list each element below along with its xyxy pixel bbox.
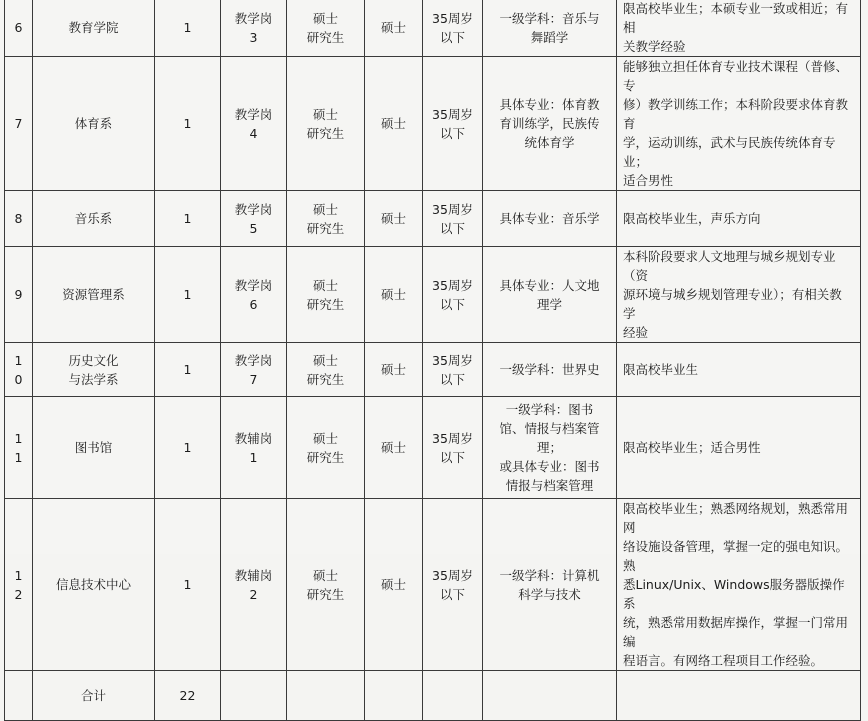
- department-cell: [33, 343, 155, 397]
- row-number-cell: [5, 343, 33, 397]
- age-limit-line: 35周岁: [432, 352, 473, 368]
- age-limit-line: 以下: [439, 586, 465, 602]
- education-line: 研究生: [306, 125, 345, 141]
- requirements-line: 统，熟悉常用数据库操作，掌握一门常用编: [623, 615, 849, 649]
- degree-cell: 硕士: [365, 0, 423, 57]
- education-line: 硕士: [312, 430, 338, 446]
- post-code-line: 2: [249, 586, 258, 602]
- headcount-cell: 1: [155, 57, 221, 191]
- major-line: 理学: [536, 296, 562, 312]
- department-line: 图书馆: [74, 440, 113, 455]
- major-line: 具体专业：体育教: [499, 97, 600, 112]
- department-cell: [33, 247, 155, 343]
- major-cell: [483, 671, 617, 721]
- table-row: [5, 499, 861, 671]
- headcount-cell: 1: [155, 0, 221, 57]
- row-number-line: 9: [14, 287, 23, 302]
- age-limit-cell: [423, 57, 483, 191]
- department-cell: [33, 397, 155, 499]
- post-code-line: 教学岗: [234, 10, 273, 26]
- requirements-cell: [617, 671, 861, 721]
- requirements-line: 限高校毕业生；适合男性: [623, 440, 761, 455]
- total-row: [5, 671, 861, 721]
- education-line: 硕士: [312, 277, 338, 293]
- recruitment-table: [4, 0, 861, 721]
- requirements-line: 限高校毕业生；熟悉网络规划，熟悉常用网: [623, 501, 849, 535]
- degree-cell: 硕士: [365, 57, 423, 191]
- age-limit-line: 以下: [439, 371, 465, 387]
- department-cell: [33, 499, 155, 671]
- requirements-line: 能够独立担任体育专业技术课程（普修、专: [623, 59, 849, 93]
- education-cell: [287, 0, 365, 57]
- major-line: 理；: [536, 440, 562, 455]
- row-number-cell: [5, 247, 33, 343]
- post-code-line: 6: [249, 296, 258, 312]
- department-line: 教育学院: [68, 20, 119, 35]
- post-code-cell: [221, 499, 287, 671]
- total-label-cell: 合计: [33, 671, 155, 721]
- education-cell: [287, 671, 365, 721]
- major-line: 舞蹈学: [530, 29, 569, 45]
- department-cell: [33, 0, 155, 57]
- row-number-line: 1: [14, 352, 23, 368]
- education-line: 硕士: [312, 201, 338, 217]
- age-limit-line: 35周岁: [432, 567, 473, 583]
- major-cell: [483, 499, 617, 671]
- education-line: 研究生: [306, 220, 345, 236]
- major-cell: [483, 191, 617, 247]
- headcount-cell: 1: [155, 397, 221, 499]
- row-number-line: 8: [14, 211, 23, 226]
- post-code-line: 教辅岗: [234, 430, 273, 446]
- row-number-line: 1: [14, 449, 23, 465]
- requirements-line: 源环境与城乡规划管理专业）；有相关教学: [623, 287, 842, 321]
- table-row: [5, 397, 861, 499]
- total-count-cell: 22: [155, 671, 221, 721]
- table-row: [5, 343, 861, 397]
- post-code-line: 3: [249, 29, 258, 45]
- department-line: 历史文化: [68, 352, 119, 368]
- degree-cell: 硕士: [365, 499, 423, 671]
- requirements-line: 程语言。有网络工程项目工作经验。: [623, 653, 824, 668]
- requirements-line: 适合男性: [623, 173, 674, 188]
- post-code-line: 7: [249, 371, 258, 387]
- age-limit-line: 35周岁: [432, 106, 473, 122]
- major-line: 或具体专业：图书: [499, 459, 600, 474]
- age-limit-cell: [423, 397, 483, 499]
- degree-cell: [365, 671, 423, 721]
- requirements-cell: [617, 343, 861, 397]
- post-code-line: 1: [249, 449, 258, 465]
- major-cell: [483, 397, 617, 499]
- post-code-line: 教学岗: [234, 352, 273, 368]
- education-cell: [287, 397, 365, 499]
- requirements-line: 限高校毕业生: [623, 362, 699, 377]
- requirements-line: 经验: [623, 325, 649, 340]
- row-number-line: 0: [14, 371, 23, 387]
- table-row: [5, 191, 861, 247]
- post-code-cell: [221, 191, 287, 247]
- row-number-line: 6: [14, 20, 23, 35]
- education-line: 研究生: [306, 371, 345, 387]
- post-code-line: 教学岗: [234, 277, 273, 293]
- requirements-line: 限高校毕业生，声乐方向: [623, 211, 761, 226]
- headcount-cell: 1: [155, 247, 221, 343]
- post-code-cell: [221, 343, 287, 397]
- post-code-line: 5: [249, 220, 258, 236]
- age-limit-cell: [423, 343, 483, 397]
- post-code-line: 4: [249, 125, 258, 141]
- major-line: 统体育学: [524, 135, 575, 150]
- major-line: 一级学科：计算机: [499, 567, 600, 583]
- headcount-cell: 1: [155, 191, 221, 247]
- requirements-cell: [617, 57, 861, 191]
- major-cell: [483, 343, 617, 397]
- requirements-line: 修）教学训练工作；本科阶段要求体育教育: [623, 97, 849, 131]
- age-limit-cell: [423, 247, 483, 343]
- major-line: 具体专业：音乐学: [499, 211, 600, 226]
- age-limit-line: 35周岁: [432, 201, 473, 217]
- major-line: 一级学科：图书: [505, 402, 594, 417]
- major-line: 馆、情报与档案管: [499, 421, 600, 436]
- age-limit-line: 以下: [439, 296, 465, 312]
- education-line: 硕士: [312, 352, 338, 368]
- row-number-cell: [5, 397, 33, 499]
- degree-cell: 硕士: [365, 191, 423, 247]
- table-row: [5, 57, 861, 191]
- age-limit-cell: [423, 499, 483, 671]
- department-line: 音乐系: [74, 211, 113, 226]
- age-limit-cell: [423, 191, 483, 247]
- department-line: 信息技术中心: [55, 577, 131, 592]
- post-code-line: 教学岗: [234, 201, 273, 217]
- requirements-line: 悉Linux/Unix、Windows服务器版操作系: [623, 577, 845, 611]
- degree-cell: 硕士: [365, 247, 423, 343]
- requirements-cell: [617, 499, 861, 671]
- major-cell: [483, 0, 617, 57]
- post-code-cell: [221, 0, 287, 57]
- requirements-cell: [617, 0, 861, 57]
- table-row: [5, 0, 861, 57]
- post-code-cell: [221, 671, 287, 721]
- age-limit-line: 以下: [439, 125, 465, 141]
- department-line: 资源管理系: [62, 287, 125, 302]
- age-limit-line: 以下: [439, 220, 465, 236]
- row-number-cell: [5, 191, 33, 247]
- requirements-line: 络设施设备管理，掌握一定的强电知识。熟: [623, 539, 849, 573]
- education-cell: [287, 57, 365, 191]
- post-code-cell: [221, 247, 287, 343]
- requirements-line: 本科阶段要求人文地理与城乡规划专业（资: [623, 249, 836, 283]
- major-cell: [483, 247, 617, 343]
- education-line: 研究生: [306, 449, 345, 465]
- age-limit-line: 35周岁: [432, 430, 473, 446]
- age-limit-line: 以下: [439, 29, 465, 45]
- education-line: 研究生: [306, 586, 345, 602]
- requirements-line: 关教学经验: [623, 39, 686, 54]
- row-number-line: 1: [14, 430, 23, 446]
- major-line: 育训练学，民族传: [499, 116, 600, 131]
- education-line: 硕士: [312, 10, 338, 26]
- education-line: 硕士: [312, 567, 338, 583]
- row-number-cell: [5, 499, 33, 671]
- education-line: 研究生: [306, 29, 345, 45]
- requirements-cell: [617, 247, 861, 343]
- row-number-line: 7: [14, 116, 23, 131]
- requirements-line: 限高校毕业生；本硕专业一致或相近；有相: [623, 1, 849, 35]
- row-number-cell: [5, 0, 33, 57]
- education-cell: [287, 343, 365, 397]
- age-limit-line: 35周岁: [432, 10, 473, 26]
- post-code-line: 教学岗: [234, 106, 273, 122]
- headcount-cell: 1: [155, 343, 221, 397]
- major-line: 情报与档案管理: [505, 478, 594, 493]
- requirements-cell: [617, 191, 861, 247]
- requirements-line: 学，运动训练，武术与民族传统体育专业；: [623, 135, 836, 169]
- department-cell: [33, 191, 155, 247]
- major-line: 一级学科：世界史: [499, 362, 600, 377]
- department-line: 与法学系: [68, 371, 119, 387]
- table-row: [5, 247, 861, 343]
- major-line: 具体专业：人文地: [499, 277, 600, 293]
- degree-cell: 硕士: [365, 397, 423, 499]
- age-limit-cell: [423, 0, 483, 57]
- headcount-cell: 1: [155, 499, 221, 671]
- department-line: 体育系: [74, 116, 113, 131]
- row-number-line: 2: [14, 586, 23, 602]
- post-code-cell: [221, 57, 287, 191]
- education-cell: [287, 191, 365, 247]
- major-line: 一级学科：音乐与: [499, 10, 600, 26]
- row-number-line: 1: [14, 567, 23, 583]
- education-cell: [287, 499, 365, 671]
- post-code-line: 教辅岗: [234, 567, 273, 583]
- department-cell: [33, 57, 155, 191]
- major-line: 科学与技术: [518, 586, 581, 602]
- education-line: 硕士: [312, 106, 338, 122]
- post-code-cell: [221, 397, 287, 499]
- education-line: 研究生: [306, 296, 345, 312]
- major-cell: [483, 57, 617, 191]
- education-cell: [287, 247, 365, 343]
- age-limit-line: 35周岁: [432, 277, 473, 293]
- row-number-cell: [5, 57, 33, 191]
- age-limit-line: 以下: [439, 449, 465, 465]
- age-limit-cell: [423, 671, 483, 721]
- requirements-cell: [617, 397, 861, 499]
- degree-cell: 硕士: [365, 343, 423, 397]
- row-number-cell: [5, 671, 33, 721]
